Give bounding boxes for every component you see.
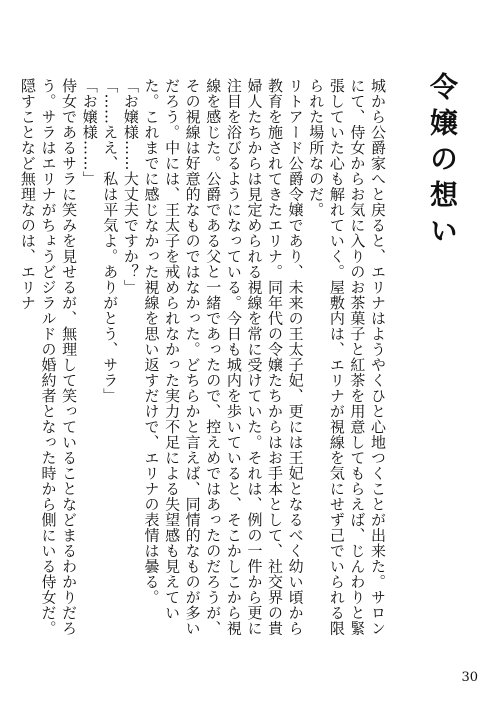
body-text bbox=[17, 78, 388, 643]
dialogue-line: 「お嬢様……」 bbox=[80, 78, 99, 187]
paragraph: リトアード公爵令嬢であり、未来の王太子妃、更には王妃となるべく幼い頃から教育を施されてきたエリナ。同年代の令嬢たちからはお手本として、社交界の貴婦人たちからは見定められる視線を常に受けていた。それは、例の一件から更に注目を浴びるようになっている。今日も城内を歩いていると、そこかしこから視線を感じた。公爵である父と一緒であったので、控えめではあったのだろうが、その視線は好意的なものではなかった。どちらかと言えば、同情的なものが多いだろう。中には、王太子を戒められなかった実力不足による失望感も見えていた。これまでに感じなかった視線を思い返すだけで、エリナの表情は曇る。 bbox=[142, 78, 305, 636]
chapter-title: 令嬢の想い bbox=[426, 72, 459, 252]
page-number: 30 bbox=[461, 670, 478, 685]
dialogue-line: 「お嬢様……大丈夫ですか？」 bbox=[121, 78, 140, 295]
paragraph: 侍女であるサラに笑みを見せるが、無理して笑っていることなどまるわかりだろう。サラはエリナがちょうどジラルドの婚約者となった時から側にいる侍女だ。隠すことなど無理なのは、エリナ bbox=[18, 78, 79, 636]
dialogue-line: 「……ええ、私は平気よ。ありがとう、サラ」 bbox=[101, 78, 120, 404]
paragraph: 城から公爵家へと戻ると、エリナはようやくひと心地つくことが出来た。サロンにて、侍女からお気に入りのお茶菓子と紅茶を用意してもらえば、じんわりと緊張していた心も解れていく。屋敷内は、エリナが視線を気にせず己でいられる限られた場所なのだ。 bbox=[307, 78, 387, 636]
